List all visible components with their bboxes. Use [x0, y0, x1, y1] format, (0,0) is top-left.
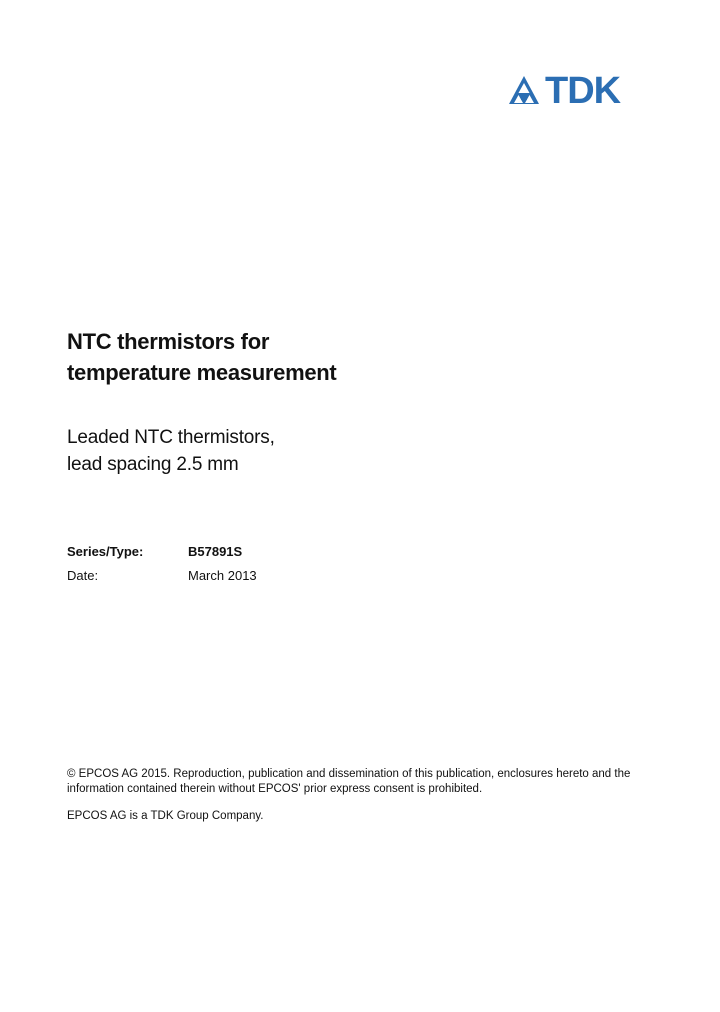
- document-meta: [67, 540, 257, 588]
- copyright-line-2: information contained therein without EPCOS' prior express consent is prohibited.: [67, 783, 483, 795]
- series-type-label: Series/Type:: [67, 544, 144, 559]
- date-row: [67, 564, 257, 588]
- copyright-footer: [67, 767, 667, 824]
- company-note: EPCOS AG is a TDK Group Company.: [67, 810, 264, 822]
- document-subtitle: [67, 424, 275, 478]
- date-label: Date:: [67, 568, 99, 583]
- subtitle-line-2: lead spacing 2.5 mm: [67, 454, 239, 475]
- tdk-triangle-logo-icon: [507, 74, 541, 108]
- document-title: [67, 326, 336, 388]
- copyright-line-1: © EPCOS AG 2015. Reproduction, publication and dissemination of this publication, enclosures hereto and the: [67, 768, 631, 780]
- series-type-row: [67, 540, 257, 564]
- date-value: March 2013: [188, 568, 257, 583]
- series-type-value: B57891S: [188, 544, 243, 559]
- copyright-text: [67, 767, 667, 797]
- logo-wordmark: TDK: [545, 70, 621, 112]
- subtitle-line-1: Leaded NTC thermistors,: [67, 427, 275, 448]
- tdk-logo: [507, 70, 653, 112]
- title-line-1: NTC thermistors for: [67, 329, 270, 354]
- title-line-2: temperature measurement: [67, 360, 337, 385]
